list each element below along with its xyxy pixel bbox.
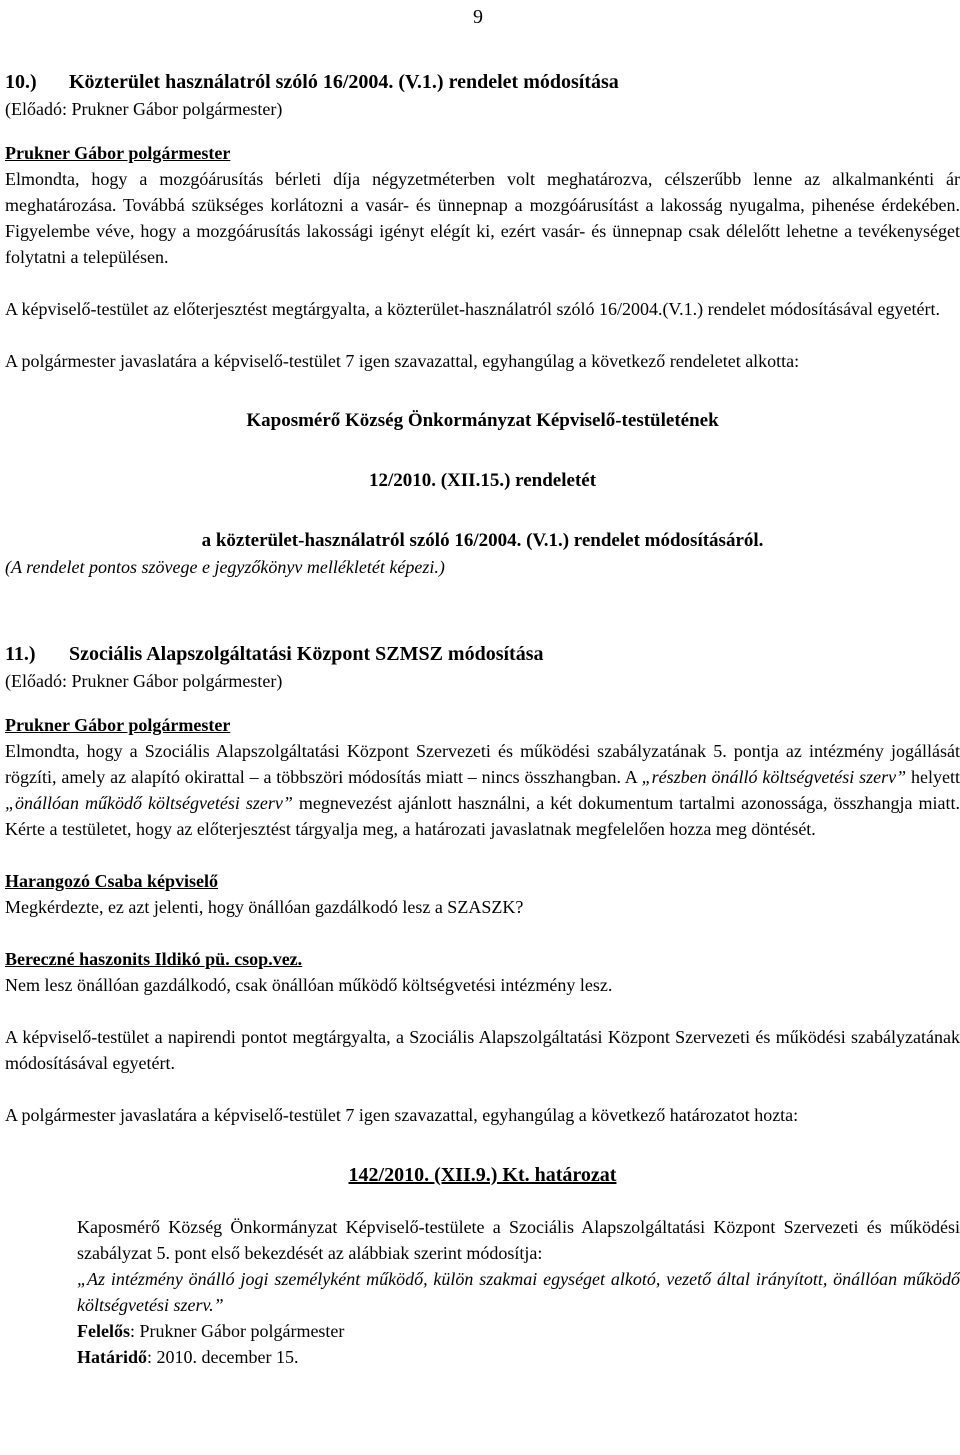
decree-body: Kaposmérő Község Önkormányzat Képviselő-testületének <box>246 410 719 431</box>
decree-number: 12/2010. (XII.15.) rendeletét <box>368 470 597 491</box>
deadline-value: : 2010. december 15. <box>147 1347 299 1367</box>
responsible-value: : Prukner Gábor polgármester <box>129 1321 345 1341</box>
deadline-label: Határidő <box>77 1347 147 1367</box>
quoted-term: „részben önálló költségvetési szerv” <box>641 767 907 787</box>
agenda-item-title: Közterület használatról szóló 16/2004. (V.1.) rendelet módosítása <box>69 71 619 93</box>
presenter-line: (Előadó: Prukner Gábor polgármester) <box>5 671 283 691</box>
discussion-paragraph: A képviselő-testület a napirendi pontot megtárgyalta, a Szociális Alapszolgáltatási Központ Szervezeti és működési szabályzatának módosításával egyetért. <box>5 1027 960 1073</box>
page-number: 9 <box>473 6 483 28</box>
speech-paragraph: Nem lesz önállóan gazdálkodó, csak önállóan működő költségvetési intézmény lesz. <box>5 975 613 995</box>
proposal-paragraph: A polgármester javaslatára a képviselő-testület 7 igen szavazattal, egyhangúlag a következő rendeletet alkotta: <box>5 351 800 371</box>
agenda-item-heading <box>5 68 960 96</box>
discussion-paragraph: A képviselő-testület az előterjesztést megtárgyalta, a közterület-használatról szóló 16/2004.(V.1.) rendelet módosításával egyetért. <box>5 299 941 319</box>
agenda-item-heading <box>5 640 960 668</box>
responsible-line <box>77 1318 960 1344</box>
resolution-text: Kaposmérő Község Önkormányzat Képviselő-testülete a Szociális Alapszolgáltatási Központ Szervezeti és működési szabályzat 5. pont első bekezdését az alábbiak szerint módosítja: <box>77 1217 960 1263</box>
speaker-name: Harangozó Csaba képviselő <box>5 871 219 891</box>
decree-subject: a közterület-használatról szóló 16/2004. (V.1.) rendelet módosításáról. <box>201 530 764 551</box>
agenda-item-title: Szociális Alapszolgáltatási Központ SZMSZ módosítása <box>69 643 544 665</box>
speaker-name: Bereczné haszonits Ildikó pü. csop.vez. <box>5 949 303 969</box>
resolution-title: 142/2010. (XII.9.) Kt. határozat <box>348 1164 617 1186</box>
speech-paragraph: Elmondta, hogy a Szociális Alapszolgáltatási Központ Szervezeti és működési szabályzatának 5. pontja az intézmény jogállását rögzíti, amely az alapító okirattal – a többszöri módosítás miatt – nincs összhangban. A „részben önálló költségvetési szerv” helyett „önállóan működő költségvetési szerv” megnevezést ajánlott használni, a két dokumentum tartalmi azonossága, összhangja miatt. Kérte a testületet, hogy az előterjesztést tárgyalja meg, a határozati javaslatnak megfelelően hozza meg döntését. <box>5 741 960 839</box>
speaker-name: Prukner Gábor polgármester <box>5 715 231 735</box>
speech-paragraph: Megkérdezte, ez azt jelenti, hogy önállóan gazdálkodó lesz a SZASZK? <box>5 897 524 917</box>
decree-note: (A rendelet pontos szövege e jegyzőkönyv mellékletét képezi.) <box>5 557 445 577</box>
speaker-name: Prukner Gábor polgármester <box>5 143 231 163</box>
resolution-block <box>5 1214 960 1370</box>
quoted-term: „önállóan működő költségvetési szerv” <box>5 793 293 813</box>
page-content <box>5 68 960 1370</box>
responsible-label: Felelős <box>77 1321 130 1341</box>
agenda-item-number: 10.) <box>5 71 37 93</box>
presenter-line: (Előadó: Prukner Gábor polgármester) <box>5 99 283 119</box>
deadline-line <box>77 1344 960 1370</box>
resolution-quote: „Az intézmény önálló jogi személyként működő, külön szakmai egységet alkotó, vezető által irányított, önállóan működő költségvetési szerv.” <box>77 1269 960 1315</box>
agenda-item-number: 11.) <box>5 643 36 665</box>
proposal-paragraph: A polgármester javaslatára a képviselő-testület 7 igen szavazattal, egyhangúlag a következő határozatot hozta: <box>5 1105 799 1125</box>
speech-paragraph: Elmondta, hogy a mozgóárusítás bérleti díja négyzetméterben volt meghatározva, célszerűbb lenne az alkalmankénti ár meghatározása. Továbbá szükséges korlátozni a vasár- és ünnepnap a mozgóárusítást a lakosság nyugalma, pihenése érdekében. Figyelembe véve, hogy a mozgóárusítás lakossági igényt elégít ki, ezért vasár- és ünnepnap csak délelőtt lehetne a tevékenységet folytatni a településen. <box>5 169 960 267</box>
